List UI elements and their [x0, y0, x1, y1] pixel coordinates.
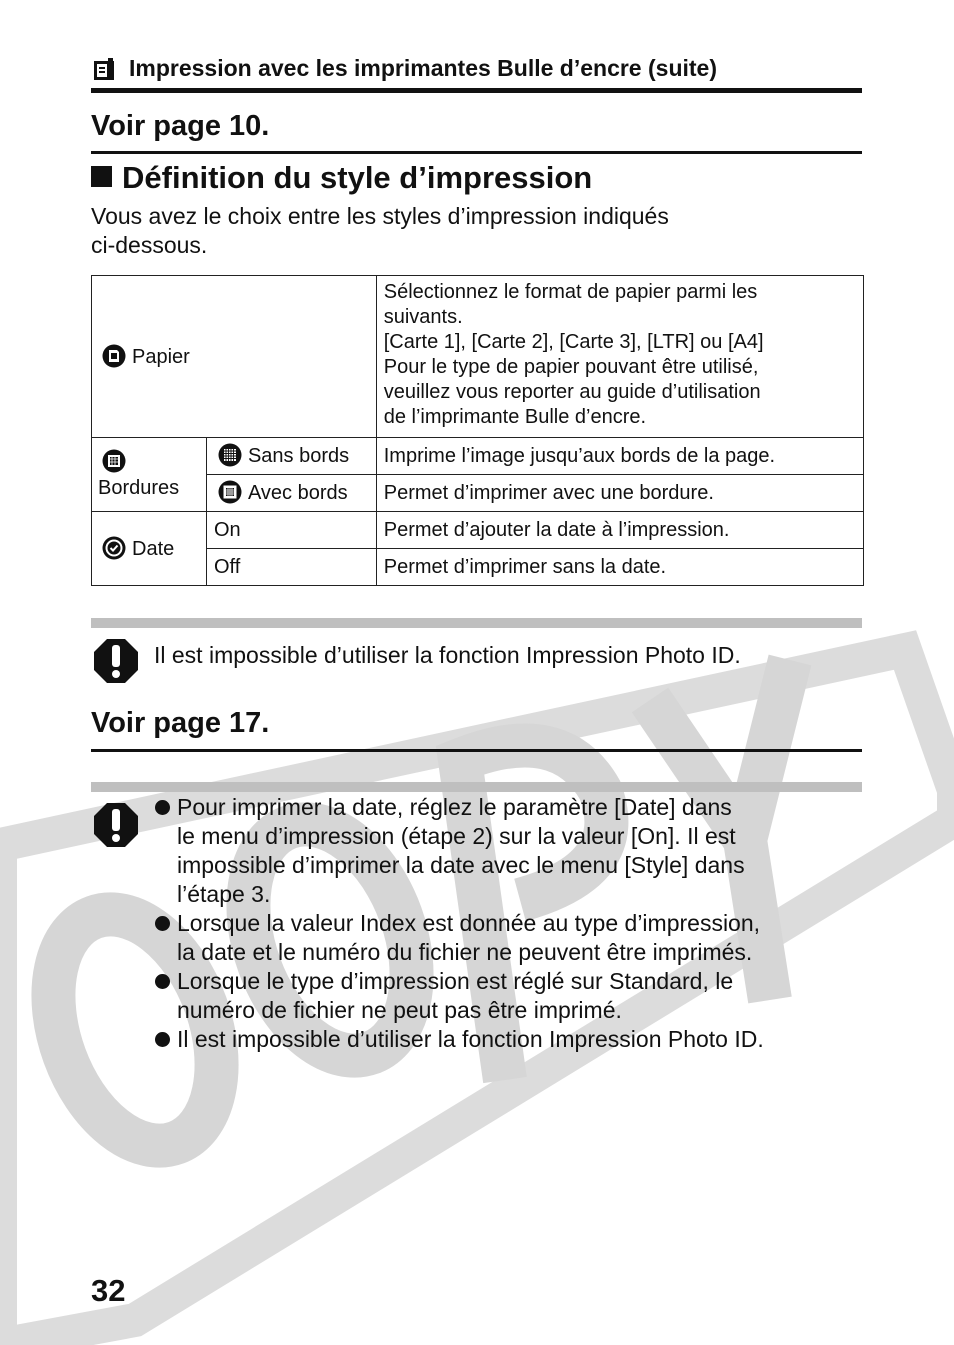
print-style-table: [91, 275, 864, 586]
caution-bullet-list: [154, 793, 854, 1054]
date-on-description: Permet d’ajouter la date à l’impression.: [376, 512, 863, 549]
papier-desc-line: suivants.: [383, 306, 463, 328]
date-off-description: Permet d’imprimer sans la date.: [376, 549, 863, 586]
bullet-line: numéro de fichier ne peut pas être imprimé.: [177, 997, 622, 1023]
sans-bords-description: Imprime l’image jusqu’aux bords de la page.: [376, 438, 863, 475]
sans-bords-cell: [206, 438, 376, 475]
date-label-cell: [92, 512, 207, 586]
table-row: [92, 549, 864, 586]
bullet-line: Il est impossible d’utiliser la fonction Impression Photo ID.: [177, 1026, 764, 1052]
table-row: [92, 438, 864, 475]
bullet-line: Lorsque la valeur Index est donnée au type d’impression,: [177, 910, 761, 936]
bullet-line: le menu d’impression (étape 2) sur la valeur [On]. Il est: [177, 823, 736, 849]
caution-icon: [94, 803, 138, 847]
bullet-line: Pour imprimer la date, réglez le paramètre [Date] dans: [177, 794, 732, 820]
paper-icon: [102, 344, 126, 368]
bordures-label-cell: [92, 438, 207, 512]
note-divider-bar: [91, 618, 862, 628]
borderless-icon: [218, 443, 242, 467]
bullet-line: la date et le numéro du fichier ne peuvent être imprimés.: [177, 939, 753, 965]
intro-line: Vous avez le choix entre les styles d’impression indiqués: [91, 203, 669, 229]
bullet-line: impossible d’imprimer la date avec le menu [Style] dans: [177, 852, 745, 878]
papier-label-cell: [92, 276, 377, 438]
date-off-label: Off: [206, 549, 376, 586]
date-clock-icon: [102, 536, 126, 560]
header-title: Impression avec les imprimantes Bulle d’encre (suite): [129, 55, 717, 81]
avec-bords-description: Permet d’imprimer avec une bordure.: [376, 475, 863, 512]
date-label: Date: [132, 537, 175, 560]
table-row: [92, 512, 864, 549]
note-divider-bar: [91, 782, 862, 792]
date-on-label: On: [206, 512, 376, 549]
papier-desc-line: Sélectionnez le format de papier parmi les: [383, 281, 758, 303]
camera-print-mode-icon: [93, 57, 115, 81]
avec-bords-label: Avec bords: [247, 482, 348, 504]
bullet-dot-icon: [155, 800, 170, 815]
bordered-icon: [218, 480, 242, 504]
section-intro: [91, 202, 791, 260]
page-header: [91, 54, 862, 93]
reference-heading-page-10: Voir page 10.: [91, 110, 862, 154]
intro-line: ci-dessous.: [91, 232, 208, 258]
square-bullet-icon: [91, 166, 112, 187]
caution-note-text: Il est impossible d’utiliser la fonction Impression Photo ID.: [154, 642, 741, 668]
reference-heading-page-17: Voir page 17.: [91, 707, 862, 752]
list-item: [154, 793, 854, 909]
bordures-label: Bordures: [98, 476, 180, 499]
bullet-line: l’étape 3.: [177, 881, 271, 907]
list-item: [154, 1025, 854, 1054]
list-item: [154, 909, 854, 967]
page-number: 32: [91, 1273, 126, 1308]
section-title-text: Définition du style d’impression: [122, 160, 593, 195]
table-row: [92, 475, 864, 512]
papier-label: Papier: [132, 345, 190, 368]
sans-bords-label: Sans bords: [247, 445, 350, 467]
bullet-dot-icon: [155, 974, 170, 989]
papier-desc-line: [Carte 1], [Carte 2], [Carte 3], [LTR] ou [A4]: [383, 331, 764, 353]
papier-desc-line: de l’imprimante Bulle d’encre.: [383, 406, 647, 428]
section-title: [91, 160, 592, 196]
bullet-dot-icon: [155, 916, 170, 931]
bullet-line: Lorsque le type d’impression est réglé sur Standard, le: [177, 968, 734, 994]
borders-icon: [102, 449, 126, 473]
papier-desc-line: Pour le type de papier pouvant être utilisé,: [383, 356, 759, 378]
caution-icon: [94, 639, 138, 683]
list-item: [154, 967, 854, 1025]
avec-bords-cell: [206, 475, 376, 512]
papier-desc-line: veuillez vous reporter au guide d’utilisation: [383, 381, 761, 403]
table-row: [92, 276, 864, 438]
bullet-dot-icon: [155, 1032, 170, 1047]
papier-description-cell: [376, 276, 863, 438]
